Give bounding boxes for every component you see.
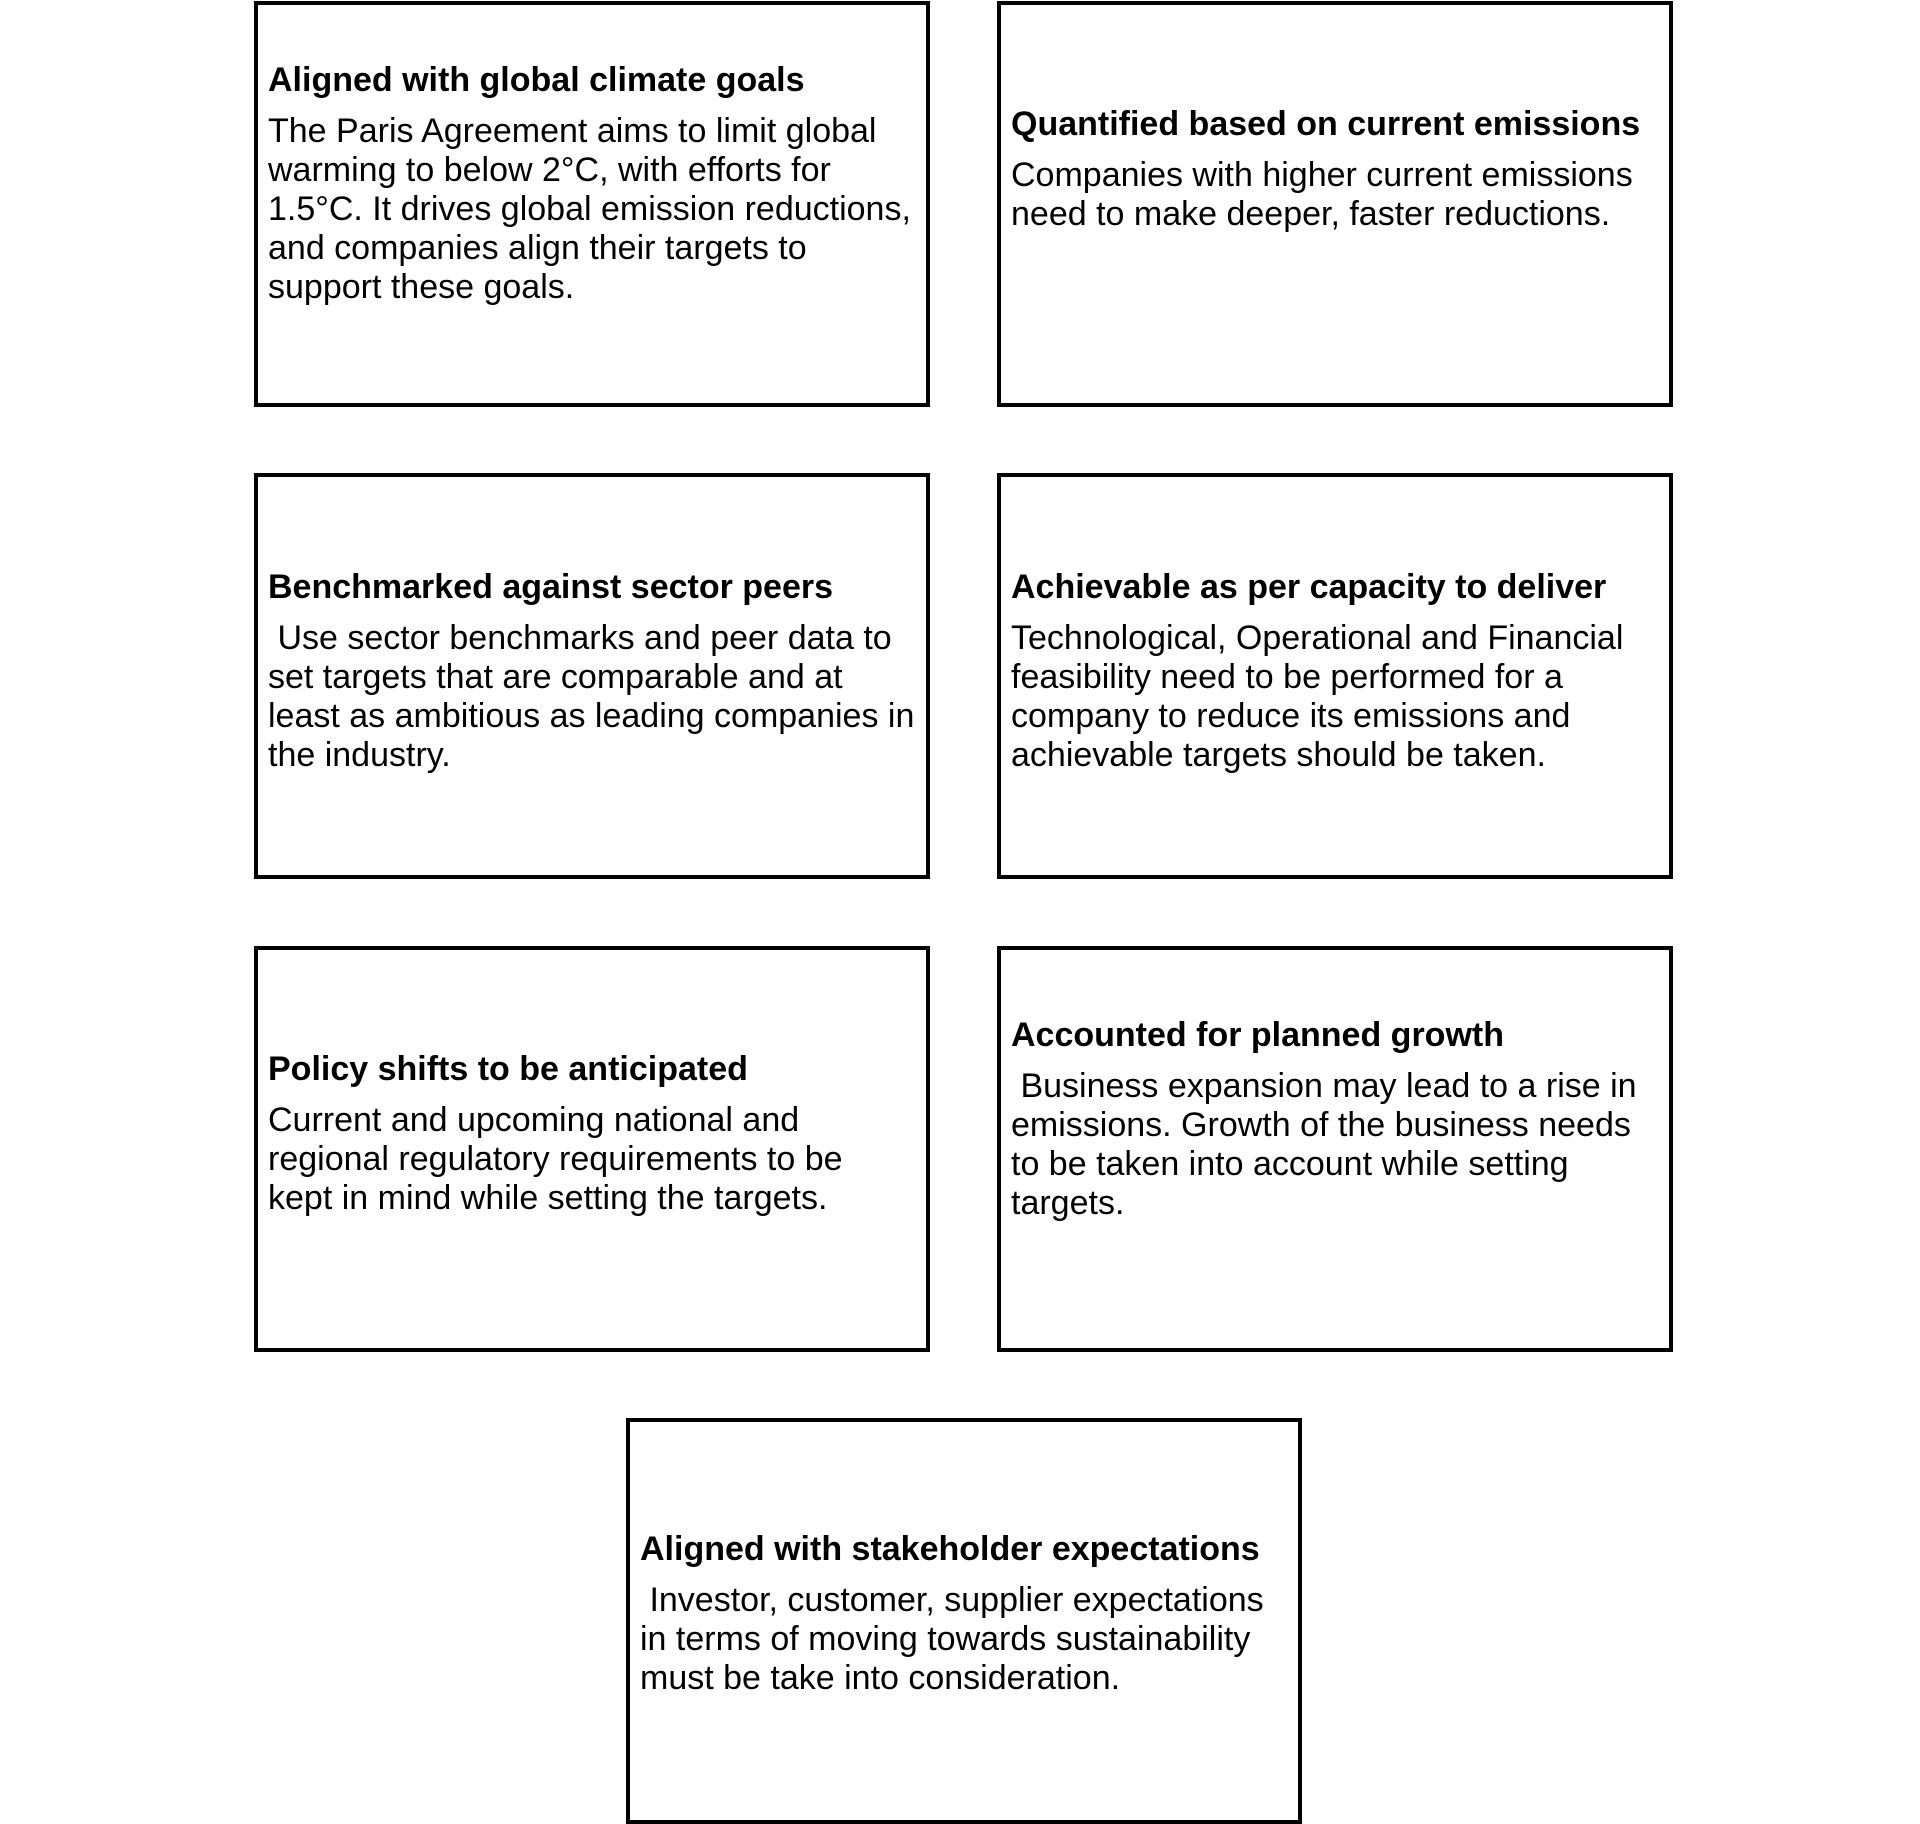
box-text: The Paris Agreement aims to limit global warming to below 2°C, with efforts for 1.5°C. It drives global emission reductions, and companies align their targets to support these goals. (268, 112, 921, 306)
box-title: Achievable as per capacity to deliver (1011, 567, 1607, 606)
box-text: Companies with higher current emissions need to make deeper, faster reductions. (1011, 155, 1643, 233)
box-global-climate-goals (254, 1, 930, 407)
box-policy-shifts (254, 946, 930, 1352)
box-sector-peers (254, 473, 930, 879)
box-title: Policy shifts to be anticipated (268, 1050, 748, 1088)
box-content (268, 61, 921, 307)
box-content (1011, 568, 1659, 775)
box-current-emissions (997, 1, 1673, 407)
box-content (268, 567, 924, 775)
box-content (268, 1050, 916, 1218)
box-capacity-to-deliver (997, 473, 1673, 879)
box-text: Use sector benchmarks and peer data to set targets that are comparable and at least as ambitious as leading companies in the industry. (268, 618, 924, 774)
box-stakeholder-expectations (626, 1418, 1302, 1824)
box-content (1011, 1016, 1659, 1223)
box-text: Current and upcoming national and regional regulatory requirements to be kept in mind while setting the targets. (268, 1101, 852, 1217)
box-title: Aligned with global climate goals (268, 61, 805, 99)
box-planned-growth (997, 946, 1673, 1352)
box-title: Quantified based on current emissions (1011, 104, 1641, 143)
box-text: Business expansion may lead to a rise in emissions. Growth of the business needs to be taken into account while setting targets. (1011, 1066, 1647, 1222)
box-title: Accounted for planned growth (1011, 1015, 1504, 1054)
box-title: Aligned with stakeholder expectations (640, 1529, 1260, 1568)
box-text: Technological, Operational and Financial feasibility need to be performed for a company to reduce its emissions and achievable targets should be taken. (1011, 618, 1633, 774)
box-text: Investor, customer, supplier expectations in terms of moving towards sustainability must be take into consideration. (640, 1580, 1274, 1697)
box-content (640, 1530, 1288, 1698)
box-content (1011, 105, 1659, 234)
box-title: Benchmarked against sector peers (268, 567, 834, 606)
